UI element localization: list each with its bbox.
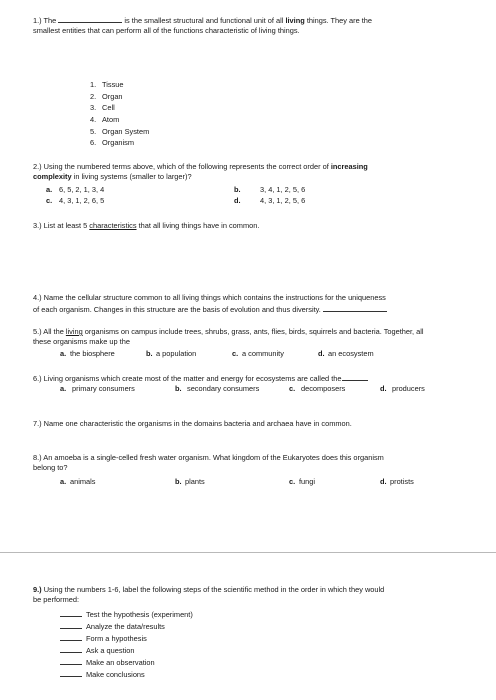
page-divider [0, 552, 496, 553]
step-item: Analyze the data/results [60, 620, 193, 632]
q8-option-c[interactable]: c. fungi [289, 477, 316, 486]
term-item: 1. Tissue [90, 80, 124, 89]
step-item: Ask a question [60, 644, 193, 656]
q2-option-d[interactable]: d. 4, 3, 1, 2, 5, 6 [234, 196, 306, 205]
step-blank[interactable] [60, 632, 82, 641]
question-9: 9.) Using the numbers 1-6, label the following steps of the scientific method in the order in which they would be performed: [33, 585, 385, 604]
question-6: 6.) Living organisms which create most of the matter and energy for ecosystems are called the [33, 372, 478, 384]
steps-list [60, 608, 193, 680]
question-4: 4.) Name the cellular structure common to all living things which contains the instructions for the uniqueness of each organism. Changes in this structure are the basis of evolution and thus diversity. [33, 293, 386, 314]
step-item: Make an observation [60, 656, 193, 668]
q2-option-c[interactable]: c. 4, 3, 1, 2, 6, 5 [46, 196, 105, 205]
term-item: 3. Cell [90, 103, 115, 113]
question-7: 7.) Name one characteristic the organisms in the domains bacteria and archaea have in common. [33, 419, 352, 428]
q6-option-b[interactable]: b. secondary consumers [175, 384, 260, 393]
q5-option-d[interactable]: d. an ecosystem [318, 349, 374, 358]
q6-option-d[interactable]: d. producers [380, 384, 425, 393]
q8-option-a[interactable]: a. animals [60, 477, 96, 486]
q5-option-b[interactable]: b. a population [146, 349, 197, 358]
term-item: 5. Organ System [90, 126, 150, 136]
question-1-line-1: 1.) The is the smallest structural and functional unit of all living things. They are the [33, 16, 373, 25]
term-item: 2. Organ [90, 91, 123, 101]
answer-blank[interactable] [58, 14, 122, 23]
step-blank[interactable] [60, 644, 82, 653]
step-blank[interactable] [60, 668, 82, 677]
q8-option-b[interactable]: b. plants [175, 477, 205, 486]
step-item: Make conclusions [60, 668, 193, 680]
terms-list [90, 80, 149, 150]
q5-option-a[interactable]: a. the biosphere [60, 349, 115, 358]
q6-option-a[interactable]: a. primary consumers [60, 384, 135, 393]
step-blank[interactable] [60, 620, 82, 629]
question-3: 3.) List at least 5 characteristics that all living things have in common. [33, 221, 260, 230]
question-8: 8.) An amoeba is a single-celled fresh water organism. What kingdom of the Eukaryotes does this organism belong to? [33, 453, 384, 472]
answer-blank[interactable] [342, 372, 368, 381]
step-item: Form a hypothesis [60, 632, 193, 644]
q8-option-d[interactable]: d. protists [380, 477, 414, 486]
question-5: 5.) All the living organisms on campus include trees, shrubs, grass, ants, flies, birds, squirrels and bacteria. Together, all these organisms make up the [33, 327, 424, 346]
q5-option-c[interactable]: c. a community [232, 349, 284, 358]
step-blank[interactable] [60, 608, 82, 617]
question-2: 2.) Using the numbered terms above, which of the following represents the correct order of increasing complexity in living systems (smaller to larger)? [33, 162, 368, 181]
term-item: 4. Atom [90, 115, 120, 125]
step-blank[interactable] [60, 656, 82, 665]
q6-option-c[interactable]: c. decomposers [289, 384, 346, 393]
question-1 [33, 14, 473, 36]
q2-option-a[interactable]: a. 6, 5, 2, 1, 3, 4 [46, 185, 105, 194]
answer-blank[interactable] [323, 303, 387, 312]
step-item: Test the hypothesis (experiment) [60, 608, 193, 620]
term-item: 6. Organism [90, 138, 135, 148]
q2-option-b[interactable]: b. 3, 4, 1, 2, 5, 6 [234, 185, 306, 194]
question-1-line-2: smallest entities that can perform all of the functions characteristic of living things. [33, 26, 300, 35]
